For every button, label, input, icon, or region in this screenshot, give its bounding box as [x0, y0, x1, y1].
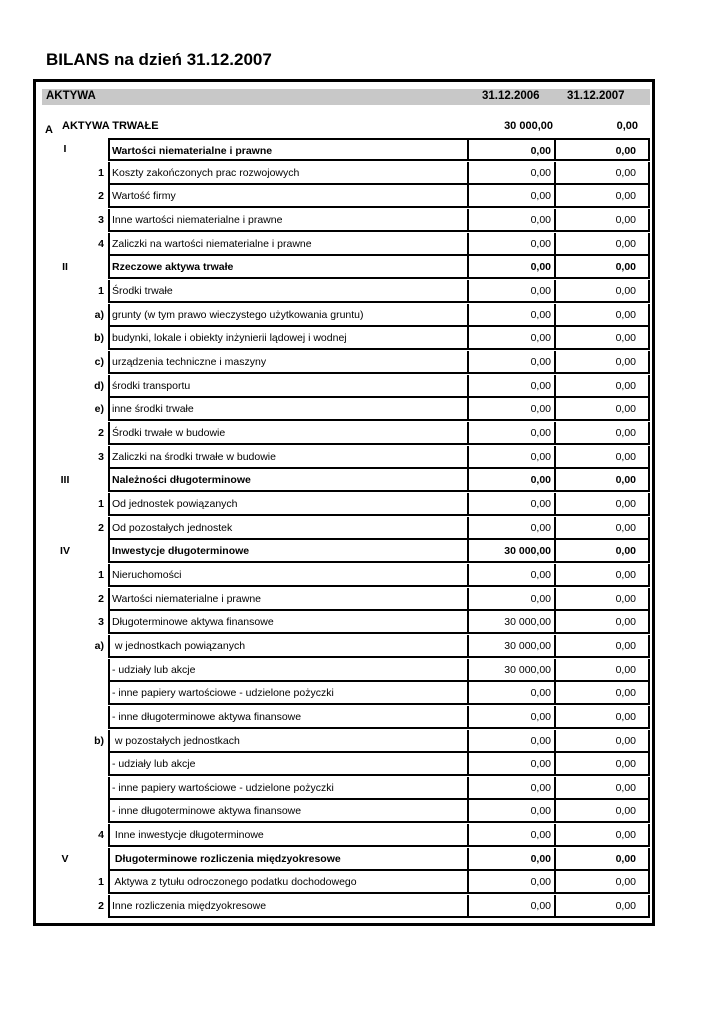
- row-number: 1: [98, 497, 104, 510]
- row-value-2007: 0,00: [556, 635, 650, 658]
- row-description: Aktywa z tytułu odroczonego podatku dochodowego: [108, 871, 469, 894]
- row-description: środki transportu: [108, 375, 469, 398]
- section-a-value-2007: 0,00: [616, 120, 638, 132]
- row-description: Wartości niematerialne i prawne: [108, 588, 469, 611]
- row-value-2007: 0,00: [556, 753, 650, 776]
- row-number: a): [94, 639, 104, 652]
- row-value-2006: 0,00: [469, 588, 556, 611]
- table-row: [0, 682, 724, 705]
- row-value-2006: 0,00: [469, 233, 556, 256]
- row-value-2006: 0,00: [469, 469, 556, 492]
- table-row: [0, 304, 724, 327]
- row-number: III: [60, 474, 70, 487]
- row-value-2007: 0,00: [556, 611, 650, 634]
- table-row: [0, 564, 724, 587]
- table-row: [0, 871, 724, 894]
- row-number: b): [94, 332, 104, 345]
- row-number: 2: [98, 900, 104, 913]
- row-value-2007: 0,00: [556, 375, 650, 398]
- row-number: 1: [98, 166, 104, 179]
- row-value-2006: 0,00: [469, 730, 556, 753]
- row-number: [60, 706, 108, 729]
- row-description: w pozostałych jednostkach: [108, 730, 469, 753]
- row-number: 3: [98, 616, 104, 629]
- table-row: [0, 753, 724, 776]
- row-value-2006: 0,00: [469, 800, 556, 823]
- row-value-2007: 0,00: [556, 185, 650, 208]
- row-number: 1: [98, 284, 104, 297]
- row-number: [60, 777, 108, 800]
- table-row: [0, 398, 724, 421]
- header-col-2006: 31.12.2006: [482, 90, 540, 102]
- section-a-value-2006: 30 000,00: [504, 120, 553, 132]
- row-value-2007: 0,00: [556, 209, 650, 232]
- row-value-2007: 0,00: [556, 659, 650, 682]
- row-value-2007: 0,00: [556, 446, 650, 469]
- table-row: [0, 327, 724, 350]
- row-description: - udziały lub akcje: [108, 753, 469, 776]
- row-value-2006: 0,00: [469, 777, 556, 800]
- row-value-2007: 0,00: [556, 871, 650, 894]
- row-value-2007: 0,00: [556, 730, 650, 753]
- row-description: Należności długoterminowe: [108, 469, 469, 492]
- table-row: [0, 777, 724, 800]
- row-value-2007: 0,00: [556, 777, 650, 800]
- row-value-2007: 0,00: [556, 327, 650, 350]
- row-description: Długoterminowe rozliczenia międzyokresowe: [108, 848, 469, 871]
- row-description: - udziały lub akcje: [108, 659, 469, 682]
- row-number: [60, 682, 108, 705]
- table-row: [0, 706, 724, 729]
- row-value-2007: 0,00: [556, 469, 650, 492]
- table-row: [0, 422, 724, 445]
- row-value-2006: 30 000,00: [469, 659, 556, 682]
- row-description: Nieruchomości: [108, 564, 469, 587]
- row-description: - inne długoterminowe aktywa finansowe: [108, 800, 469, 823]
- row-value-2007: 0,00: [556, 351, 650, 374]
- row-value-2007: 0,00: [556, 280, 650, 303]
- table-row: [0, 209, 724, 232]
- row-value-2006: 0,00: [469, 895, 556, 918]
- table-row: [0, 730, 724, 753]
- row-description: budynki, lokale i obiekty inżynierii lądowej i wodnej: [108, 327, 469, 350]
- row-value-2006: 0,00: [469, 517, 556, 540]
- table-row: [0, 824, 724, 847]
- row-description: Inne inwestycje długoterminowe: [108, 824, 469, 847]
- row-number: [60, 800, 108, 823]
- table-row: [0, 446, 724, 469]
- row-number: e): [94, 403, 104, 416]
- row-description: Inne rozliczenia międzyokresowe: [108, 895, 469, 918]
- row-number: b): [94, 734, 104, 747]
- row-value-2006: 0,00: [469, 398, 556, 421]
- table-row: [0, 800, 724, 823]
- row-value-2007: 0,00: [556, 800, 650, 823]
- row-value-2007: 0,00: [556, 895, 650, 918]
- row-value-2006: 30 000,00: [469, 611, 556, 634]
- row-description: urządzenia techniczne i maszyny: [108, 351, 469, 374]
- row-number: 1: [98, 876, 104, 889]
- row-value-2007: 0,00: [556, 540, 650, 563]
- table-row: [0, 138, 724, 161]
- row-value-2006: 0,00: [469, 375, 556, 398]
- row-number: 2: [98, 426, 104, 439]
- table-row: [0, 848, 724, 871]
- header-col-2007: 31.12.2007: [567, 90, 625, 102]
- row-description: inne środki trwałe: [108, 398, 469, 421]
- row-value-2006: 0,00: [469, 304, 556, 327]
- row-value-2007: 0,00: [556, 304, 650, 327]
- row-value-2007: 0,00: [556, 682, 650, 705]
- table-row: [0, 185, 724, 208]
- row-number: c): [94, 355, 104, 368]
- row-value-2007: 0,00: [556, 824, 650, 847]
- row-number: 3: [98, 450, 104, 463]
- table-row: [0, 517, 724, 540]
- row-number: 2: [98, 592, 104, 605]
- table-row: [0, 375, 724, 398]
- row-description: Od pozostałych jednostek: [108, 517, 469, 540]
- table-row: [0, 280, 724, 303]
- row-description: Koszty zakończonych prac rozwojowych: [108, 162, 469, 185]
- table-row: [0, 256, 724, 279]
- row-description: - inne długoterminowe aktywa finansowe: [108, 706, 469, 729]
- table-row: [0, 611, 724, 634]
- row-value-2007: 0,00: [556, 256, 650, 279]
- row-number: V: [61, 852, 69, 865]
- row-description: Inwestycje długoterminowe: [108, 540, 469, 563]
- table-row: [0, 588, 724, 611]
- row-number: a): [94, 308, 104, 321]
- table-row: [0, 895, 724, 918]
- row-value-2007: 0,00: [556, 233, 650, 256]
- row-value-2007: 0,00: [556, 517, 650, 540]
- row-value-2006: 0,00: [469, 422, 556, 445]
- row-number: 3: [98, 213, 104, 226]
- row-number: 4: [98, 829, 104, 842]
- table-row: [0, 493, 724, 516]
- row-value-2007: 0,00: [556, 138, 650, 161]
- row-number: 2: [98, 190, 104, 203]
- row-number: 2: [98, 521, 104, 534]
- row-description: Zaliczki na wartości niematerialne i prawne: [108, 233, 469, 256]
- row-value-2006: 0,00: [469, 871, 556, 894]
- row-description: Środki trwałe w budowie: [108, 422, 469, 445]
- table-row: [0, 351, 724, 374]
- section-a-label: AKTYWA TRWAŁE: [62, 120, 159, 132]
- table-row: [0, 659, 724, 682]
- row-description: Środki trwałe: [108, 280, 469, 303]
- row-value-2006: 0,00: [469, 209, 556, 232]
- row-description: Zaliczki na środki trwałe w budowie: [108, 446, 469, 469]
- table-row: [0, 162, 724, 185]
- row-number: [60, 659, 108, 682]
- row-value-2006: 0,00: [469, 351, 556, 374]
- row-value-2006: 0,00: [469, 327, 556, 350]
- table-row: [0, 635, 724, 658]
- row-description: - inne papiery wartościowe - udzielone pożyczki: [108, 777, 469, 800]
- section-a-letter: A: [45, 124, 53, 136]
- row-number: [60, 753, 108, 776]
- row-description: Wartości niematerialne i prawne: [108, 138, 469, 161]
- row-value-2006: 0,00: [469, 824, 556, 847]
- row-number: IV: [60, 545, 70, 558]
- row-value-2006: 0,00: [469, 185, 556, 208]
- row-value-2006: 0,00: [469, 753, 556, 776]
- row-value-2007: 0,00: [556, 162, 650, 185]
- header-section-label: AKTYWA: [46, 90, 96, 102]
- row-value-2006: 0,00: [469, 682, 556, 705]
- row-value-2006: 0,00: [469, 848, 556, 871]
- row-number: d): [94, 379, 104, 392]
- row-number: I: [63, 143, 67, 155]
- row-value-2006: 0,00: [469, 280, 556, 303]
- row-description: - inne papiery wartościowe - udzielone pożyczki: [108, 682, 469, 705]
- row-value-2007: 0,00: [556, 398, 650, 421]
- row-description: w jednostkach powiązanych: [108, 635, 469, 658]
- row-value-2006: 0,00: [469, 162, 556, 185]
- row-value-2006: 0,00: [469, 706, 556, 729]
- row-description: Rzeczowe aktywa trwałe: [108, 256, 469, 279]
- row-value-2007: 0,00: [556, 706, 650, 729]
- row-value-2006: 0,00: [469, 446, 556, 469]
- table-row: [0, 469, 724, 492]
- row-value-2006: 0,00: [469, 564, 556, 587]
- row-value-2007: 0,00: [556, 422, 650, 445]
- row-number: 1: [98, 568, 104, 581]
- row-description: Od jednostek powiązanych: [108, 493, 469, 516]
- row-value-2006: 30 000,00: [469, 635, 556, 658]
- page-title: BILANS na dzień 31.12.2007: [46, 50, 272, 69]
- row-value-2006: 0,00: [469, 493, 556, 516]
- row-value-2006: 0,00: [469, 256, 556, 279]
- row-description: grunty (w tym prawo wieczystego użytkowania gruntu): [108, 304, 469, 327]
- row-value-2007: 0,00: [556, 493, 650, 516]
- row-description: Długoterminowe aktywa finansowe: [108, 611, 469, 634]
- row-value-2006: 0,00: [469, 138, 556, 161]
- row-value-2007: 0,00: [556, 588, 650, 611]
- row-description: Inne wartości niematerialne i prawne: [108, 209, 469, 232]
- row-number: II: [62, 261, 68, 274]
- row-description: Wartość firmy: [108, 185, 469, 208]
- table-row: [0, 540, 724, 563]
- row-value-2007: 0,00: [556, 848, 650, 871]
- row-number: 4: [98, 237, 104, 250]
- table-row: [0, 233, 724, 256]
- row-value-2006: 30 000,00: [469, 540, 556, 563]
- row-value-2007: 0,00: [556, 564, 650, 587]
